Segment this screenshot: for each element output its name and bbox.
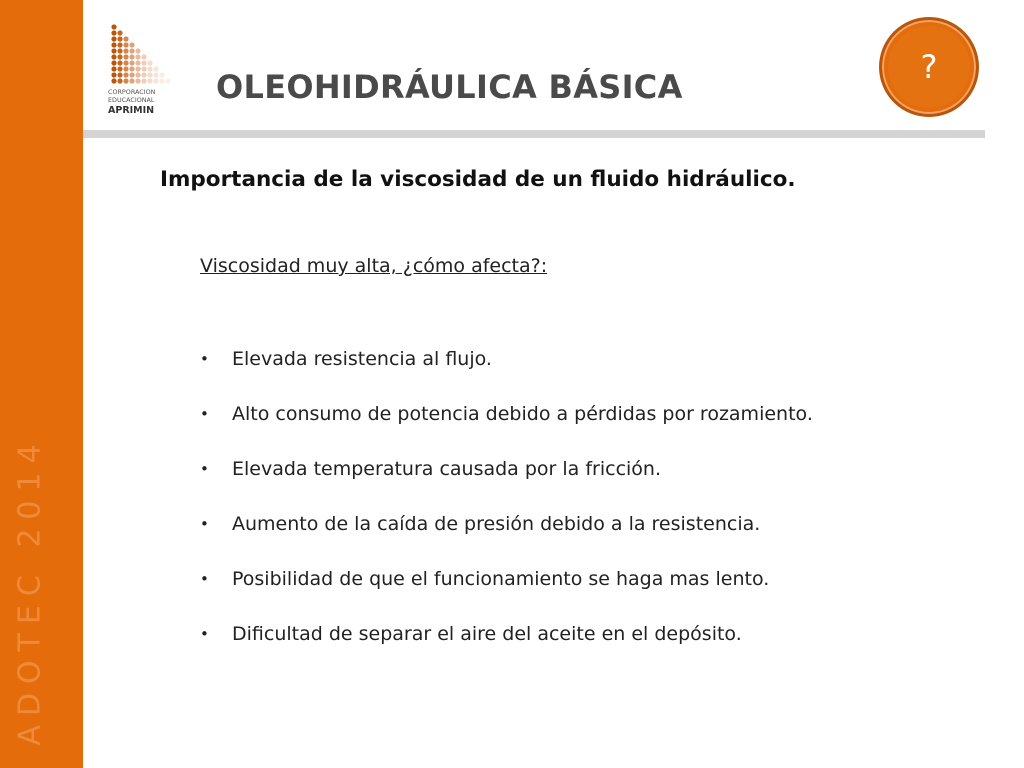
bullet-text: Elevada resistencia al flujo. xyxy=(232,348,492,370)
logo-dot-grid xyxy=(111,24,170,83)
slide-subtitle: Importancia de la viscosidad de un fluido hidráulico. xyxy=(160,167,796,192)
bullet-icon: • xyxy=(200,405,209,423)
bullet-item xyxy=(200,401,813,456)
aprimin-logo xyxy=(106,22,174,118)
logo-line-1: CORPORACION xyxy=(108,88,156,96)
bullet-item xyxy=(200,511,813,566)
bullet-icon: • xyxy=(200,570,209,588)
watermark-text: ADOTEC 2014 xyxy=(12,434,48,746)
bullet-text: Alto consumo de potencia debido a pérdidas por rozamiento. xyxy=(232,403,813,425)
help-badge-inner xyxy=(888,26,970,108)
question-mark-icon: ? xyxy=(920,48,938,86)
bullet-text: Dificultad de separar el aire del aceite en el depósito. xyxy=(232,623,742,645)
bullet-item xyxy=(200,566,813,621)
bullet-list xyxy=(200,346,813,676)
bullet-icon: • xyxy=(200,350,209,368)
logo-line-3: APRIMIN xyxy=(108,105,155,116)
lead-question: Viscosidad muy alta, ¿cómo afecta?: xyxy=(200,255,548,277)
bullet-text: Posibilidad de que el funcionamiento se haga mas lento. xyxy=(232,568,770,590)
title-divider xyxy=(83,130,985,138)
side-bar xyxy=(0,0,83,768)
side-watermark xyxy=(10,434,50,746)
bullet-item xyxy=(200,346,813,401)
bullet-icon: • xyxy=(200,460,209,478)
bullet-icon: • xyxy=(200,625,209,643)
bullet-icon: • xyxy=(200,515,209,533)
help-button[interactable] xyxy=(879,17,979,117)
page-title: OLEOHIDRÁULICA BÁSICA xyxy=(216,68,683,106)
bullet-text: Elevada temperatura causada por la fricción. xyxy=(232,458,662,480)
bullet-text: Aumento de la caída de presión debido a la resistencia. xyxy=(232,513,761,535)
bullet-item xyxy=(200,456,813,511)
bullet-item xyxy=(200,621,813,676)
logo-line-2: EDUCACIONAL xyxy=(108,96,155,104)
